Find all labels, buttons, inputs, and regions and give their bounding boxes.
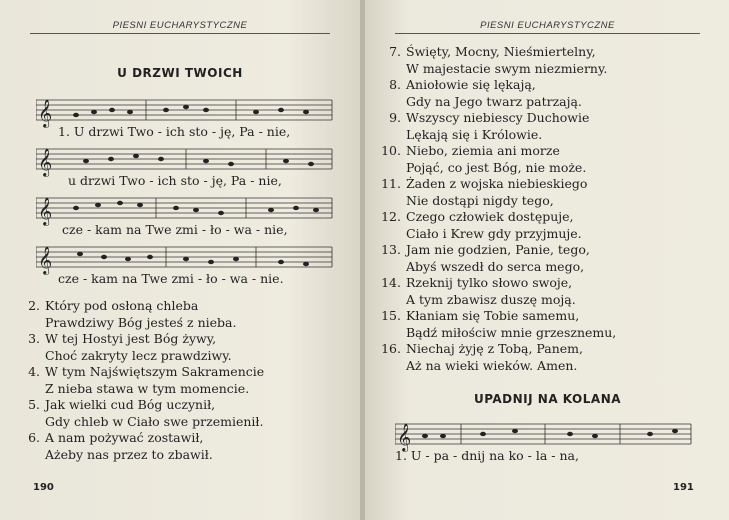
svg-text:𝄞: 𝄞	[38, 99, 53, 127]
running-head-rule	[395, 33, 700, 34]
verse: 12. Czego człowiek dostępuje, Ciało i Krew gdy przyjmuje.	[381, 209, 582, 241]
verse: 9. Wszyscy niebiescy Duchowie Lękają się i Królowie.	[389, 110, 590, 142]
verse: 14. Rzeknij tylko słowo swoje, A tym zbawisz duszę moją.	[381, 275, 576, 307]
verse: 6. A nam pożywać zostawił, Ażeby nas przez to zbawił.	[28, 430, 213, 462]
verse: 16. Niechaj żyję z Tobą, Panem, Aż na wieki wieków. Amen.	[381, 341, 584, 373]
music-lyric-line: 1. U - pa - dnij na ko - la - na,	[395, 448, 579, 463]
running-head: PIESNI EUCHARYSTYCZNE	[112, 20, 248, 31]
verse: 2. Który pod osłoną chleba Prawdziwy Bóg jesteś z nieba.	[28, 298, 237, 330]
svg-text:𝄞: 𝄞	[38, 246, 53, 274]
verse: 4. W tym Najświętszym Sakramencie Z nieba stawa w tym momencie.	[28, 364, 265, 396]
music-lyric-line: 1. U drzwi Two - ich sto - ję, Pa - nie,	[58, 124, 291, 139]
song-title: UPADNIJ NA KOLANA	[473, 392, 622, 406]
verse: 7. Święty, Mocny, Nieśmiertelny, W majestacie swym niezmierny.	[389, 44, 608, 76]
svg-text:𝄞: 𝄞	[397, 423, 412, 451]
verse: 8. Aniołowie się lękają, Gdy na Jego twarz patrzają.	[389, 77, 582, 109]
running-head: PIESNI EUCHARYSTYCZNE	[480, 20, 615, 31]
page-number: 191	[673, 482, 694, 493]
right-page	[365, 0, 729, 520]
verse: 10. Niebo, ziemia ani morze Pojąć, co jest Bóg, nie może.	[381, 143, 587, 175]
music-lyric-line: u drzwi Two - ich sto - ję, Pa - nie,	[68, 173, 282, 188]
verse: 3. W tej Hostyi jest Bóg żywy, Choć zakryty lecz prawdziwy.	[28, 331, 232, 363]
page-number: 190	[33, 482, 54, 493]
music-lyric-line: cze - kam na Twe zmi - ło - wa - nie,	[62, 222, 288, 237]
verse: 5. Jak wielki cud Bóg uczynił, Gdy chleb w Ciało swe przemienił.	[28, 397, 264, 429]
svg-text:𝄞: 𝄞	[38, 197, 53, 225]
running-head-rule	[30, 33, 330, 34]
left-page	[0, 0, 362, 520]
svg-text:𝄞: 𝄞	[38, 148, 53, 176]
verse: 11. Żaden z wojska niebieskiego Nie dostąpi nigdy tego,	[381, 176, 588, 208]
music-lyric-line: cze - kam na Twe zmi - ło - wa - nie.	[58, 271, 284, 286]
verse: 13. Jam nie godzien, Panie, tego, Abyś wszedł do serca mego,	[381, 242, 590, 274]
song-title: U DRZWI TWOICH	[117, 66, 243, 80]
verse: 15. Kłaniam się Tobie samemu, Bądź miłościw mnie grzesznemu,	[381, 308, 617, 340]
